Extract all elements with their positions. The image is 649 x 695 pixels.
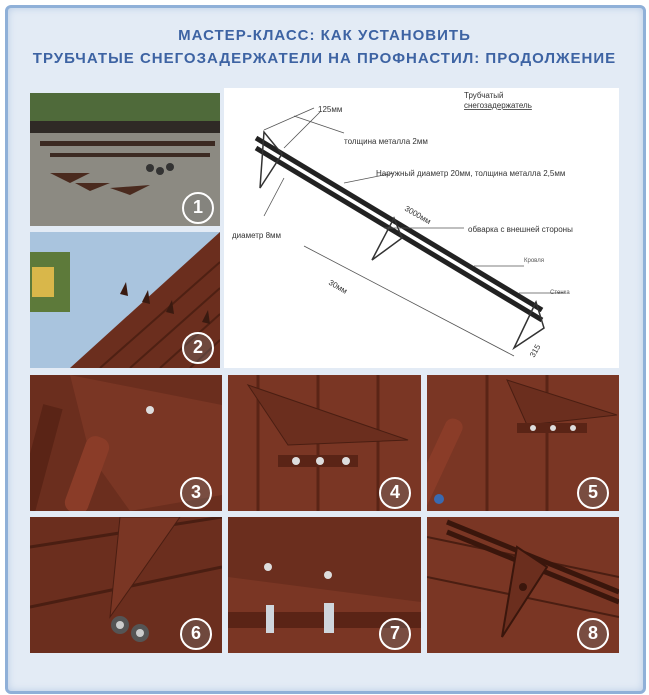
dim-315: 315 <box>527 342 543 359</box>
step-badge-7: 7 <box>379 618 411 650</box>
photo-5 <box>427 375 619 511</box>
label-metal-2mm: толщина металла 2мм <box>344 137 428 146</box>
step-badge-5: 5 <box>577 477 609 509</box>
diagram-heading-line-1: Трубчатый <box>464 91 504 100</box>
photo-3 <box>30 375 222 511</box>
photo-6 <box>30 517 222 653</box>
snow-guard-diagram <box>224 88 619 368</box>
photo-4 <box>228 375 421 511</box>
label-wall: Стенка <box>550 290 570 296</box>
photo-2 <box>30 232 220 368</box>
label-weld: обварка с внешней стороны <box>468 225 573 234</box>
snow-guard-drawing <box>224 88 619 368</box>
page-title-line-2: ТРУБЧАТЫЕ СНЕГОЗАДЕРЖАТЕЛИ НА ПРОФНАСТИЛ: ПРОДОЛЖЕНИЕ <box>32 50 617 67</box>
step-badge-4: 4 <box>379 477 411 509</box>
dim-125: 125мм <box>318 105 343 114</box>
page-title-line-1: МАСТЕР-КЛАСС: КАК УСТАНОВИТЬ <box>178 27 471 44</box>
label-roof: Кровля <box>524 258 544 264</box>
dim-3000: 3000мм <box>403 203 433 227</box>
label-outer-diameter: Наружный диаметр 20мм, толщина металла 2,5мм <box>376 169 566 178</box>
photo-8 <box>427 517 619 653</box>
photo-1 <box>30 93 220 226</box>
label-diameter-8mm: диаметр 8мм <box>232 231 282 240</box>
step-badge-2: 2 <box>182 332 214 364</box>
diagram-heading-line-2: снегозадержатель <box>464 101 532 110</box>
step-badge-6: 6 <box>180 618 212 650</box>
step-badge-8: 8 <box>577 618 609 650</box>
step-badge-3: 3 <box>180 477 212 509</box>
step-badge-1: 1 <box>182 192 214 224</box>
dim-30: 30мм <box>327 277 349 296</box>
photo-7 <box>228 517 421 653</box>
